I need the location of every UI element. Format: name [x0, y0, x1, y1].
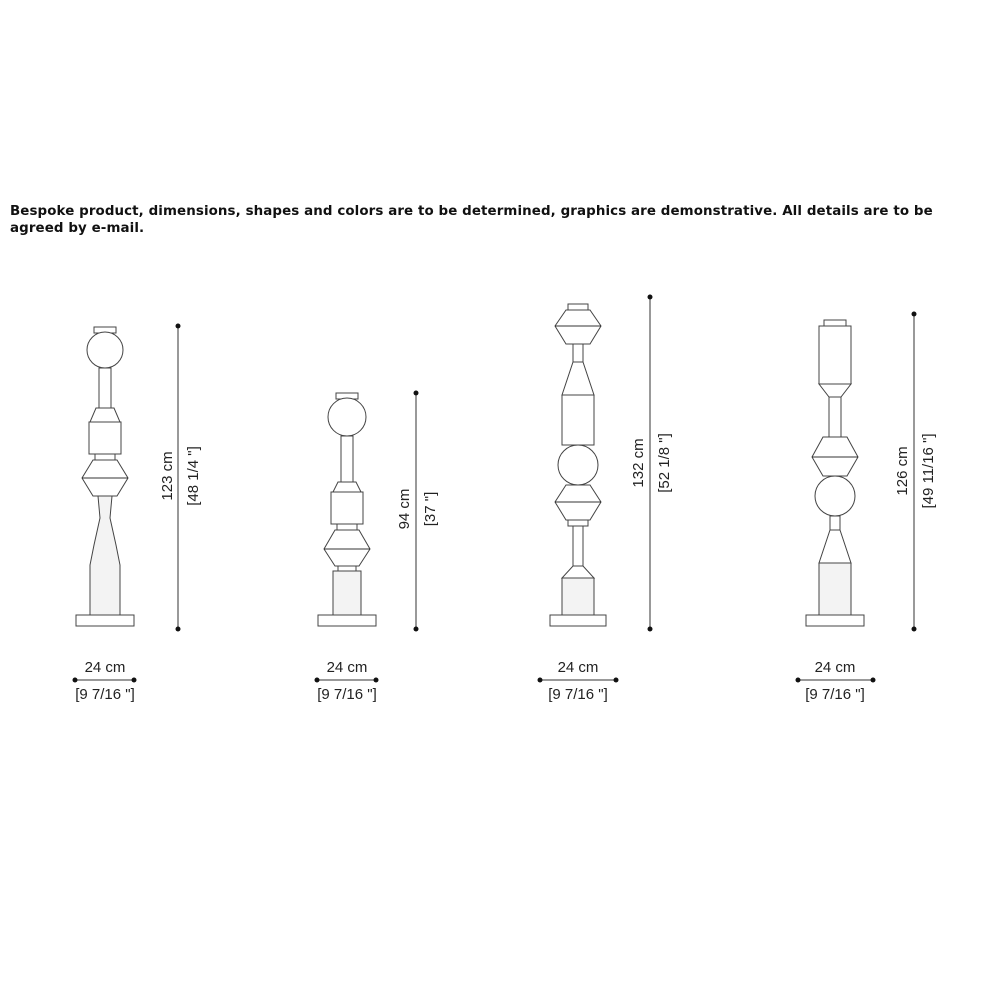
lamp-4-height-in: [49 11/16 "]: [920, 433, 937, 509]
lamp-4-drawing: [806, 320, 864, 626]
lamp-1-drawing: [76, 327, 134, 626]
lamp-4-width-dimension: [796, 659, 876, 703]
lamp-1-width-in: [9 7/16 "]: [75, 686, 135, 703]
lamp-3-height-cm: 132 cm: [630, 438, 647, 488]
lamp-1-width-cm: 24 cm: [84, 659, 126, 676]
disclaimer-note: Bespoke product, dimensions, shapes and colors are to be determined, graphics are demonstrative. All details are to be agreed by e-mail.: [10, 204, 933, 236]
lamp-2-width-dimension: [315, 659, 379, 703]
lamp-1-height-cm: 123 cm: [159, 451, 176, 501]
lamp-3-width-cm: 24 cm: [557, 659, 599, 676]
lamp-1-height-dimension: [159, 324, 202, 632]
lamp-3-drawing: [550, 304, 606, 626]
lamp-4-height-dimension: [894, 312, 937, 632]
lamp-3-width-in: [9 7/16 "]: [548, 686, 608, 703]
lamp-1-width-dimension: [73, 659, 137, 703]
lamp-3-height-dimension: [630, 295, 673, 632]
lamp-2-height-in: [37 "]: [422, 491, 439, 527]
lamp-4-width-in: [9 7/16 "]: [805, 686, 865, 703]
lamp-2-width-cm: 24 cm: [326, 659, 368, 676]
lamp-4-width-cm: 24 cm: [814, 659, 856, 676]
lamp-2-width-in: [9 7/16 "]: [317, 686, 377, 703]
lamp-2-height-dimension: [396, 391, 439, 632]
lamp-2-drawing: [318, 393, 376, 626]
lamp-1-height-in: [48 1/4 "]: [185, 446, 202, 506]
lamp-2-height-cm: 94 cm: [396, 488, 413, 530]
lamp-3-height-in: [52 1/8 "]: [656, 433, 673, 493]
lamp-4-height-cm: 126 cm: [894, 446, 911, 496]
lamp-3-width-dimension: [538, 659, 619, 703]
